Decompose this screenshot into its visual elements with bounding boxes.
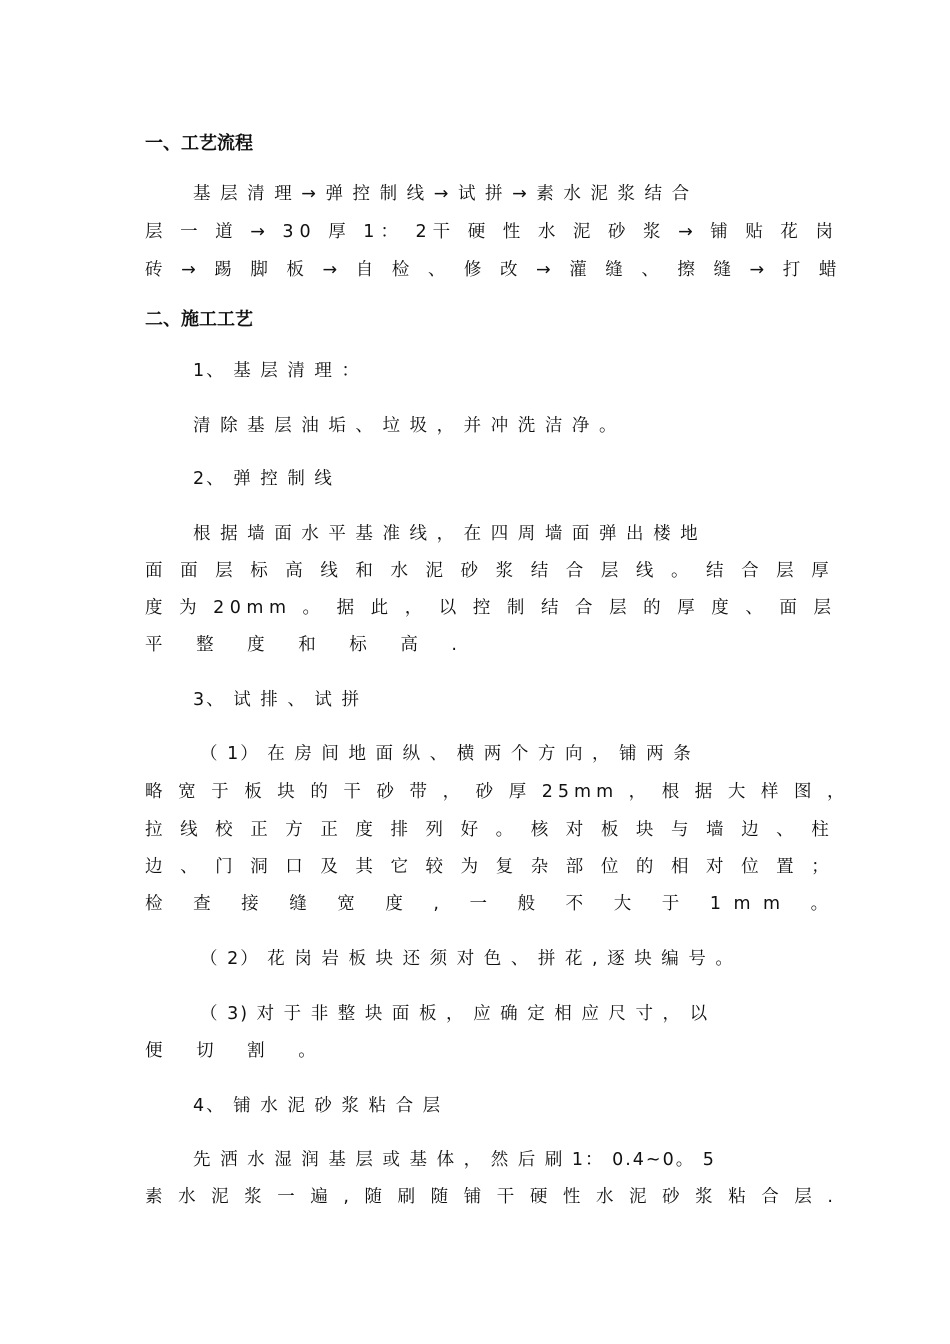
section-3-p1-line-2: 略 宽 于 板 块 的 干 砂 带 ， 砂 厚 25mm ， 根 据 大 样 图 ，: [145, 782, 850, 802]
section-1-title: 1、 基 层 清 理 ：: [193, 361, 361, 381]
section-2-line-1: 根 据 墙 面 水 平 基 准 线 ， 在 四 周 墙 面 弹 出 楼 地: [193, 524, 700, 544]
flow-line-3: 砖 → 踢 脚 板 → 自 检 、 修 改 → 灌 缝 、 擦 缝 → 打 蜡: [145, 260, 843, 280]
section-2-line-3: 度 为 20mm 。 据 此 ， 以 控 制 结 合 层 的 厚 度 、 面 层: [145, 598, 837, 618]
section-3-p3-line-2: 便 切 割 。: [145, 1041, 330, 1061]
section-4-title: 4、 铺 水 泥 砂 浆 粘 合 层: [193, 1096, 443, 1116]
section-2-line-2: 面 面 层 标 高 线 和 水 泥 砂 浆 结 合 层 线 。 结 合 层 厚: [145, 561, 835, 581]
heading-construction-process: 二、施工工艺: [145, 309, 253, 330]
section-3-p1-line-4: 边 、 门 洞 口 及 其 它 较 为 复 杂 部 位 的 相 对 位 置 ；: [145, 857, 835, 877]
section-4-line-2: 素 水 泥 浆 一 遍 , 随 刷 随 铺 干 硬 性 水 泥 砂 浆 粘 合 层 .: [145, 1187, 838, 1207]
section-3-p1-line-3: 拉 线 校 正 方 正 度 排 列 好 。 核 对 板 块 与 墙 边 、 柱: [145, 820, 835, 840]
section-1-body: 清 除 基 层 油 垢 、 垃 圾 ， 并 冲 洗 洁 净 。: [193, 416, 619, 436]
section-3-p2: （ 2） 花 岗 岩 板 块 还 须 对 色 、 拼 花 , 逐 块 编 号 。: [200, 949, 735, 969]
section-2-line-4: 平 整 度 和 标 高 .: [145, 635, 471, 655]
section-3-title: 3、 试 排 、 试 拼: [193, 690, 361, 710]
section-4-line-1: 先 洒 水 湿 润 基 层 或 基 体 ， 然 后 刷 1： 0.4~0。 5: [193, 1150, 716, 1170]
flow-line-2: 层 一 道 → 30 厚 1： 2干 硬 性 水 泥 砂 浆 → 铺 贴 花 岗: [145, 222, 839, 242]
section-3-p3-line-1: （ 3) 对 于 非 整 块 面 板 ， 应 确 定 相 应 尺 寸 ， 以: [200, 1004, 710, 1024]
section-3-p1-line-5: 检 查 接 缝 宽 度 , 一 般 不 大 于 1mm 。: [145, 894, 841, 914]
section-2-title: 2、 弹 控 制 线: [193, 469, 334, 489]
section-3-p1-line-1: （ 1） 在 房 间 地 面 纵 、 横 两 个 方 向 ， 铺 两 条: [200, 744, 693, 764]
heading-process-flow: 一、工艺流程: [145, 133, 253, 154]
flow-line-1: 基 层 清 理 → 弹 控 制 线 → 试 拼 → 素 水 泥 浆 结 合: [193, 184, 692, 204]
